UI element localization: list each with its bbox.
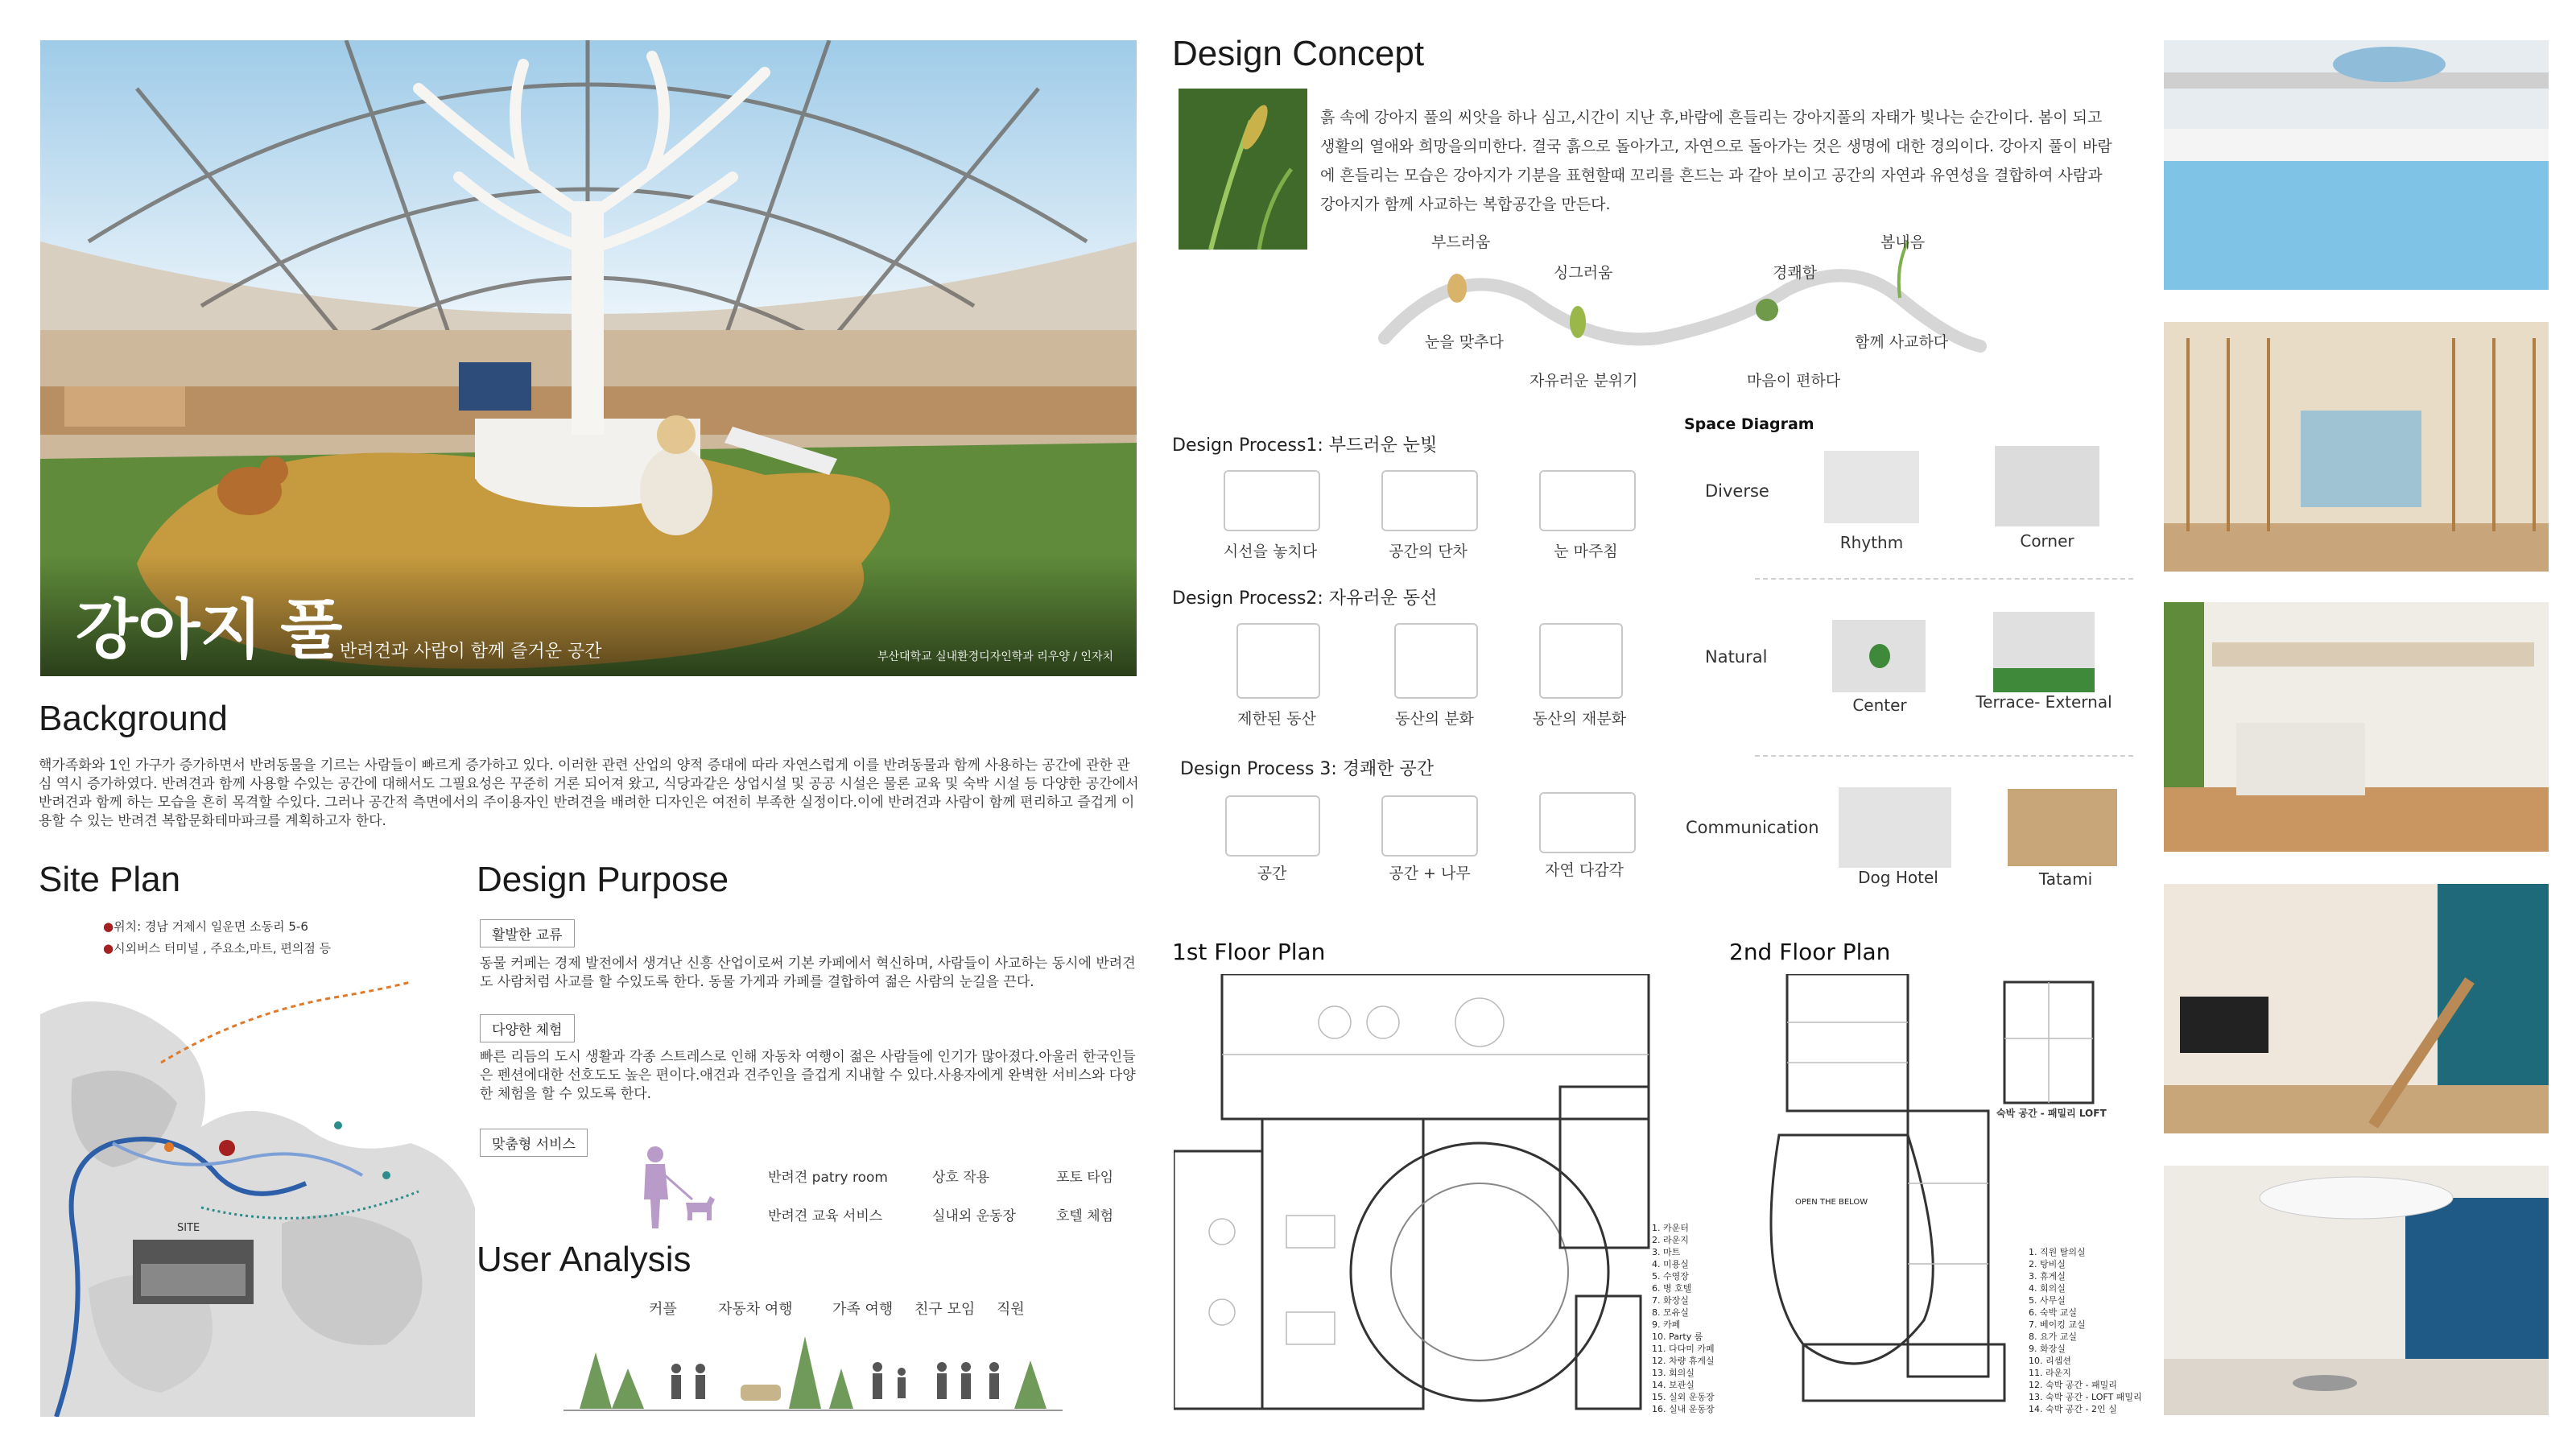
- space-row-label: Communication: [1686, 818, 1819, 837]
- process3-title: Design Process 3: 경쾌한 공간: [1180, 759, 1435, 779]
- dog-walker-icon: [628, 1143, 733, 1235]
- purpose-tag-exchange: 활발한 교류: [480, 919, 575, 947]
- process1-icon-3: [1539, 470, 1636, 531]
- terrace-diagram: [1993, 612, 2095, 692]
- process2-label: 동산의 분화: [1395, 710, 1474, 728]
- service-item: 포토 타임: [1056, 1170, 1114, 1186]
- user-group: 직원: [997, 1301, 1025, 1318]
- process3-icon-3: [1539, 792, 1636, 853]
- service-item: 실내외 운동장: [932, 1208, 1016, 1224]
- user-illustration: [564, 1320, 1063, 1417]
- space-item-label: Terrace- External: [1975, 692, 2112, 712]
- cafe-render: [2164, 602, 2549, 852]
- floor2-heading: 2nd Floor Plan: [1729, 939, 1891, 965]
- service-item: 반려견 patry room: [768, 1170, 888, 1186]
- corner-diagram: [1995, 446, 2099, 526]
- floor1-legend: 1. 카운터 2. 라운지 3. 마트 4. 미용실 5. 수영장 6. 병 호텔 7. 화장실 8. 모유실 9. 카페 10. Party 룸 11. 다다미 카페 12. 차량 휴게실 13. 회의실 14. 보관실 15. 실외 운동장 16. 실내 운동장: [1652, 1223, 1715, 1414]
- process1-icon-1: [1224, 470, 1320, 531]
- hero-image: [40, 40, 1137, 676]
- floor2-loft-label: 숙박 공간 - 패밀리 LOFT: [1996, 1108, 2107, 1119]
- tatami-diagram: [2008, 789, 2117, 866]
- wave-top-label: 싱그러움: [1554, 264, 1613, 282]
- wave-top-label: 부드러움: [1431, 233, 1491, 251]
- space-row-label: Diverse: [1705, 481, 1769, 501]
- concept-wave: [1368, 225, 1996, 402]
- wave-bottom-label: 함께 사교하다: [1855, 333, 1949, 351]
- purpose-text-exchange: 동물 커페는 경제 발전에서 생겨난 신흥 산업이로써 기본 카페에서 혁신하며, 사람들이 사교하는 동시에 반려견도 사람처럼 사교를 할 수있도록 한다. 동물 가게과 카페를 결합하여 젊은 사람의 눈길을 끈다.: [480, 956, 1136, 990]
- space-item-label: Center: [1852, 696, 1907, 715]
- service-item: 반려견 교육 서비스: [768, 1208, 883, 1224]
- divider: [1755, 578, 2133, 580]
- process1-label: 공간의 단차: [1389, 543, 1468, 560]
- wave-top-label: 경쾌함: [1773, 264, 1818, 282]
- user-analysis-heading: User Analysis: [477, 1240, 691, 1279]
- design-purpose-heading: Design Purpose: [477, 860, 729, 899]
- floor2-open-label: OPEN THE BELOW: [1795, 1198, 1868, 1207]
- wave-bottom-label: 마음이 편하다: [1747, 372, 1841, 390]
- space-item-label: Dog Hotel: [1858, 868, 1938, 887]
- process3-icon-1: [1225, 795, 1320, 857]
- user-group: 친구 모임: [914, 1301, 976, 1318]
- grass-photo: [1179, 89, 1307, 250]
- space-diagram-heading: Space Diagram: [1684, 415, 1814, 433]
- process3-icon-2: [1381, 795, 1478, 857]
- process2-icon-1: [1236, 623, 1320, 699]
- process2-icon-3: [1539, 623, 1623, 699]
- site-plan-heading: Site Plan: [39, 860, 181, 899]
- purpose-text-experience: 빠른 리듬의 도시 생활과 각종 스트레스로 인해 자동차 여행이 젊은 사람들에 인기가 많아졌다.아울러 한국인들은 펜션에대한 선호도도 높은 편이다.애견과 견주인을 즐겁게 지내할 수 있다.사용자에게 완벽한 서비스와 다양한 체험을 할 수 있도록 한다.: [480, 1049, 1136, 1102]
- project-credit: 부산대학교 실내환경디자인학과 리우양 / 인자치: [877, 650, 1113, 663]
- process3-label: 자연 다감각: [1545, 861, 1624, 879]
- project-subtitle: 반려견과 사람이 함께 즐거운 공간: [340, 642, 602, 662]
- floor2-legend: 1. 직원 탈의실 2. 탕비실 3. 휴게실 4. 회의실 5. 사무실 6. 숙박 교실 7. 베이킹 교실 8. 요가 교실 9. 화장실 10. 리셉션 11. 라운지 12. 숙박 공간 - 패밀리 13. 숙박 공간 - LOFT 패밀리 14. 숙박 공간 - 2인 실: [2029, 1247, 2142, 1414]
- service-item: 상호 작용: [932, 1170, 990, 1186]
- loft-render: [2164, 884, 2549, 1133]
- space-item-label: Corner: [2020, 531, 2074, 551]
- site-item: ●위치: 경남 거제시 일운면 소동리 5-6: [103, 919, 308, 934]
- background-text: 핵가족화와 1인 가구가 증가하면서 반려동물을 기르는 사람들이 빠르게 증가하고 있다. 이러한 관련 산업의 양적 증대에 따라 자연스럽게 이를 반려동물과 함께 사용하는 공간에 관한 관심 역시 증가하였다. 반려견과 함께 사용할 수있는 공간에 대해서도 그필요성은 꾸준히 거론 되어져 왔고, 식당과같은 상업시설 및 공공 시설은 물론 교육 및 숙박 시설 등 다양한 공간에서 반려견과 함께 하는 모습을 흔히 목격할 수있다. 그러나 공간적 측면에서의 주이용자인 반려견을 배려한 디자인은 여전히 부족한 실정이다.이에 반려견과 사람이 함께 편리하고 즐겁게 이용할 수 있는 반려견 복합문화테마파크를 계획하고자 한다.: [39, 758, 1139, 829]
- space-item-label: Rhythm: [1839, 533, 1904, 552]
- floor1-heading: 1st Floor Plan: [1172, 939, 1326, 965]
- background-heading: Background: [39, 699, 228, 738]
- process2-icon-2: [1394, 623, 1478, 699]
- pool-render: [2164, 40, 2549, 290]
- process1-label: 눈 마주침: [1554, 543, 1618, 560]
- user-group: 자동차 여행: [718, 1301, 793, 1318]
- process2-label: 동산의 재분화: [1532, 710, 1627, 728]
- design-concept-heading: Design Concept: [1172, 34, 1425, 73]
- floor1-plan: [1174, 974, 1721, 1425]
- process3-label: 공간: [1257, 865, 1287, 882]
- concept-text: 흙 속에 강아지 풀의 씨앗을 하나 심고,시간이 지난 후,바람에 흔들리는 강아지풀의 자태가 빛나는 순간이다. 봄이 되고 생활의 열애와 희망을의미한다. 결국 흙으로 돌아가고, 자연으로 돌아가는 것은 생명에 대한 경의이다. 강아지 풀이 바람에 흔들리는 모습은 강아지가 기분을 표현할때 꼬리를 흔드는 과 같아 보이고 공간의 자연과 유연성을 결합하여 사람과 강아지가 함께 사교하는 복합공간을 만든다.: [1320, 109, 2112, 213]
- purpose-tag-experience: 다양한 체험: [480, 1014, 575, 1042]
- divider: [1755, 755, 2133, 757]
- center-diagram: [1832, 620, 1926, 692]
- wood-screen-render: [2164, 322, 2549, 572]
- project-title: 강아지 풀: [76, 594, 343, 666]
- space-item-label: Tatami: [2038, 869, 2093, 889]
- dog-hotel-diagram: [1839, 787, 1951, 868]
- site-item: ●시외버스 터미널 , 주요소,마트, 편의점 등: [103, 941, 332, 956]
- process3-label: 공간 + 나무: [1389, 865, 1471, 882]
- process2-title: Design Process2: 자유러운 동선: [1172, 588, 1438, 609]
- wave-bottom-label: 자유러운 분위기: [1530, 372, 1638, 390]
- rhythm-diagram: [1824, 451, 1919, 523]
- wave-top-label: 봄내음: [1880, 233, 1926, 251]
- process1-label: 시선을 놓치다: [1223, 543, 1318, 560]
- service-item: 호텔 체험: [1056, 1208, 1114, 1224]
- wave-bottom-label: 눈을 맞추다: [1425, 333, 1504, 351]
- site-label: SITE: [177, 1222, 200, 1234]
- process1-title: Design Process1: 부드러운 눈빛: [1172, 436, 1438, 456]
- purpose-tag-custom: 맞춤형 서비스: [480, 1129, 588, 1157]
- space-row-label: Natural: [1705, 647, 1768, 667]
- user-group: 가족 여행: [832, 1301, 894, 1318]
- process1-icon-2: [1381, 470, 1478, 531]
- site-map: [40, 966, 475, 1417]
- lobby-render: [2164, 1166, 2549, 1415]
- user-group: 커플: [649, 1301, 677, 1318]
- process2-label: 제한된 동산: [1237, 710, 1316, 728]
